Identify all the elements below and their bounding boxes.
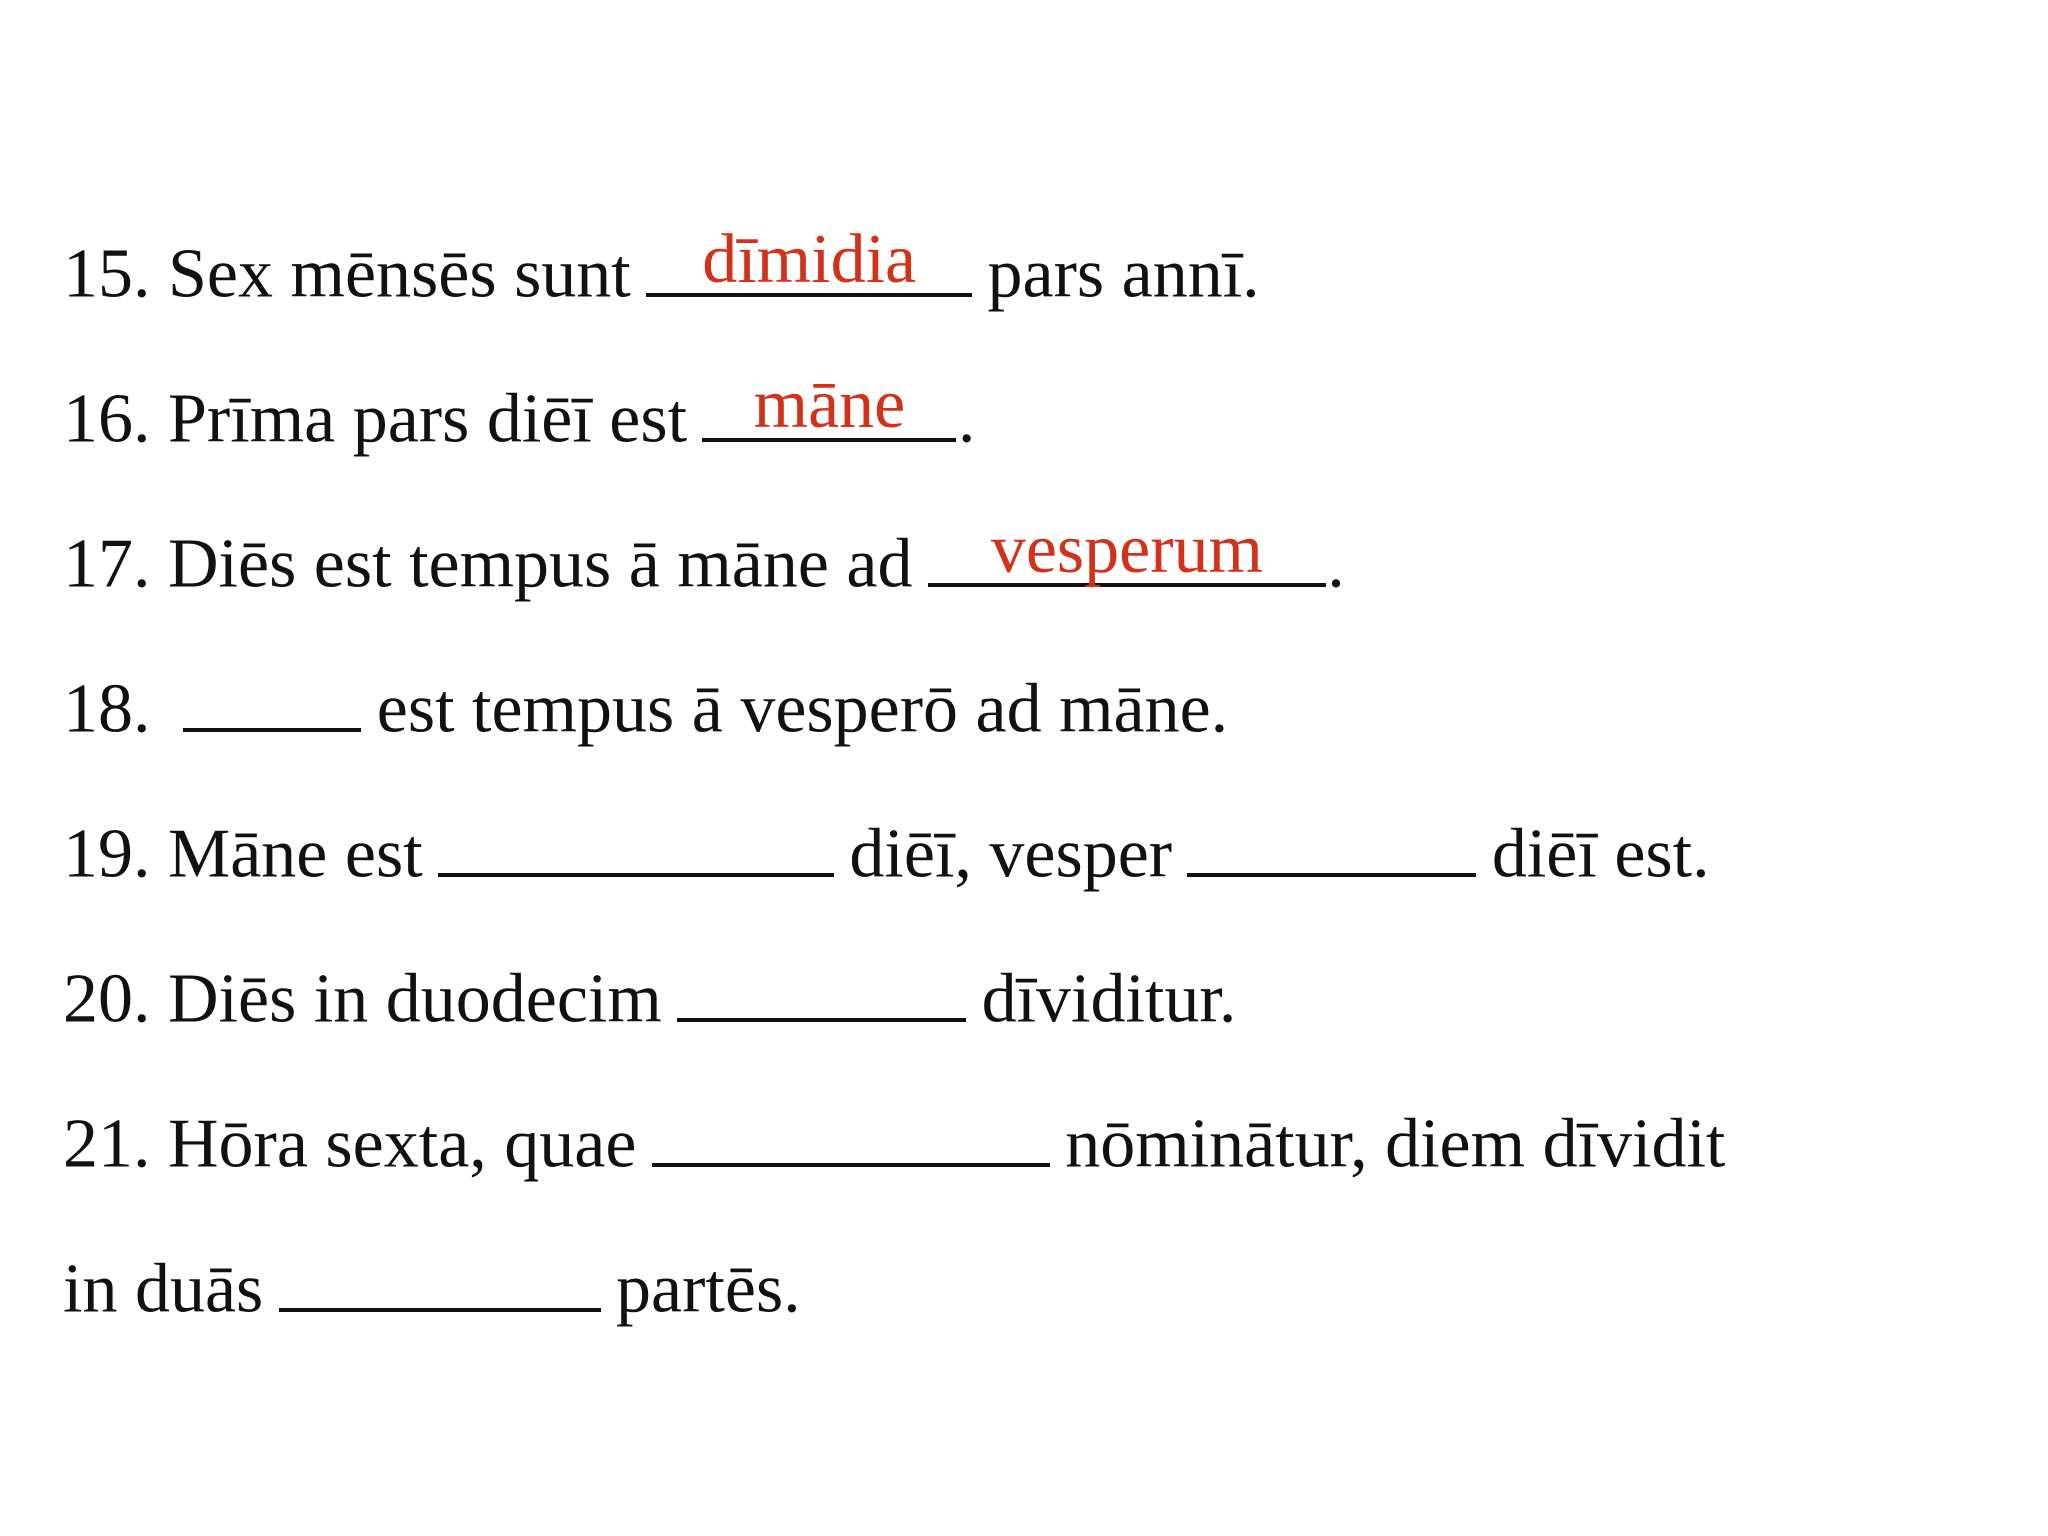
sentence-text-after-blank: diēī est. [1491,815,1710,893]
sentence-text-after-blank: dīviditur. [981,960,1237,1038]
sentence-text-before-blank: Diēs in duodecim [168,960,662,1038]
answer-blank[interactable] [677,963,966,1022]
sentence-text-before-blank: Prīma pars diēī est [168,380,688,458]
item-number: 21. [63,1105,151,1183]
answer-blank-2[interactable] [1187,818,1476,877]
sentence-text-after-blank: pars annī. [987,235,1260,313]
filled-answer: māne [753,366,906,444]
fill-in-the-blank-worksheet [63,0,2023,1536]
item-number: 17. [63,525,151,603]
exercise-item-15 [63,221,1260,313]
answer-blank-1[interactable] [652,1108,1050,1167]
exercise-item-21-line-1 [63,1105,1726,1183]
sentence-text-after-blank: nōminātur, diem dīvidit [1065,1105,1726,1183]
exercise-item-16 [63,366,976,458]
item-number: 20. [63,960,151,1038]
sentence-punctuation: . [957,380,976,458]
sentence-text-before-blank: Māne est [168,815,423,893]
answer-blank-2[interactable] [279,1253,601,1312]
sentence-text-before-blank: Sex mēnsēs sunt [168,235,631,313]
exercise-item-18 [63,670,1229,748]
answer-blank[interactable] [646,221,972,299]
answer-blank[interactable] [702,366,956,444]
item-number: 15. [63,235,151,313]
item-number: 18. [63,670,151,748]
sentence-punctuation: . [1327,525,1345,603]
exercise-item-19 [63,815,1710,893]
sentence-text-before-blank: Hōra sexta, quae [168,1105,637,1183]
item-number: 19. [63,815,151,893]
sentence-text-before-blank: in duās [63,1250,264,1328]
exercise-item-20 [63,960,1237,1038]
answer-blank[interactable] [183,673,361,732]
exercise-item-17 [63,511,1345,603]
answer-blank[interactable] [928,511,1326,589]
filled-answer: vesperum [990,511,1263,589]
sentence-text-after-blank: partēs. [616,1250,801,1328]
item-number: 16. [63,380,151,458]
filled-answer: dīmidia [702,221,917,299]
sentence-text-after-blank: est tempus ā vesperō ad māne. [376,670,1229,748]
exercise-item-21-line-2 [63,1250,801,1328]
sentence-text-before-blank: Diēs est tempus ā māne ad [168,525,913,603]
answer-blank-1[interactable] [438,818,834,877]
sentence-text-between-blanks: diēī, vesper [849,815,1173,893]
